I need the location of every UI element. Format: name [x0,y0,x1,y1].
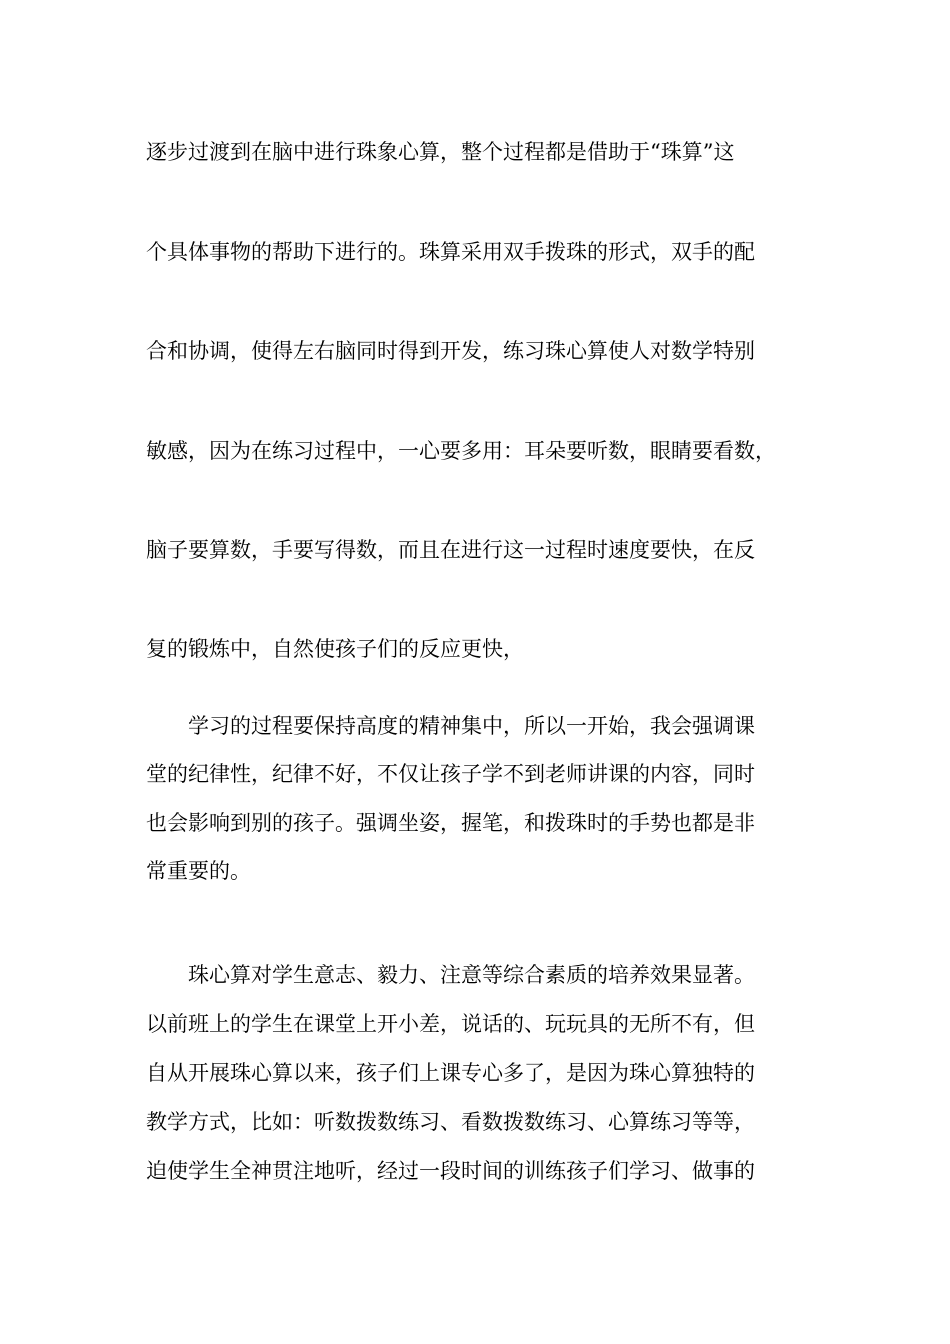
text-line: 敏感，因为在练习过程中，一心要多用：耳朵要听数，眼睛要看数， [146,439,776,463]
text-line: 迫使学生全神贯注地听，经过一段时间的训练孩子们学习、做事的 [146,1159,755,1183]
paragraph-first-line: 学习的过程要保持高度的精神集中，所以一开始，我会强调课 [188,714,755,738]
paragraph-first-line: 珠心算对学生意志、毅力、注意等综合素质的培养效果显著。 [188,963,755,987]
text-line: 常重要的。 [146,859,251,883]
text-line: 教学方式，比如：听数拨数练习、看数拨数练习、心算练习等等， [146,1110,755,1134]
text-line: 以前班上的学生在课堂上开小差，说话的、玩玩具的无所不有，但 [146,1012,755,1036]
text-line: 堂的纪律性，纪律不好，不仅让孩子学不到老师讲课的内容，同时 [146,762,755,786]
text-line: 合和协调，使得左右脑同时得到开发，练习珠心算使人对数学特别 [146,339,755,363]
text-line: 逐步过渡到在脑中进行珠象心算，整个过程都是借助于“珠算”这 [146,140,735,164]
text-line: 自从开展珠心算以来，孩子们上课专心多了，是因为珠心算独特的 [146,1061,755,1085]
text-line: 脑子要算数，手要写得数，而且在进行这一过程时速度要快，在反 [146,538,755,562]
text-line: 复的锻炼中，自然使孩子们的反应更快， [146,637,524,661]
text-line: 也会影响到别的孩子。强调坐姿，握笔，和拨珠时的手势也都是非 [146,811,755,835]
text-line: 个具体事物的帮助下进行的。珠算采用双手拨珠的形式，双手的配 [146,240,755,264]
